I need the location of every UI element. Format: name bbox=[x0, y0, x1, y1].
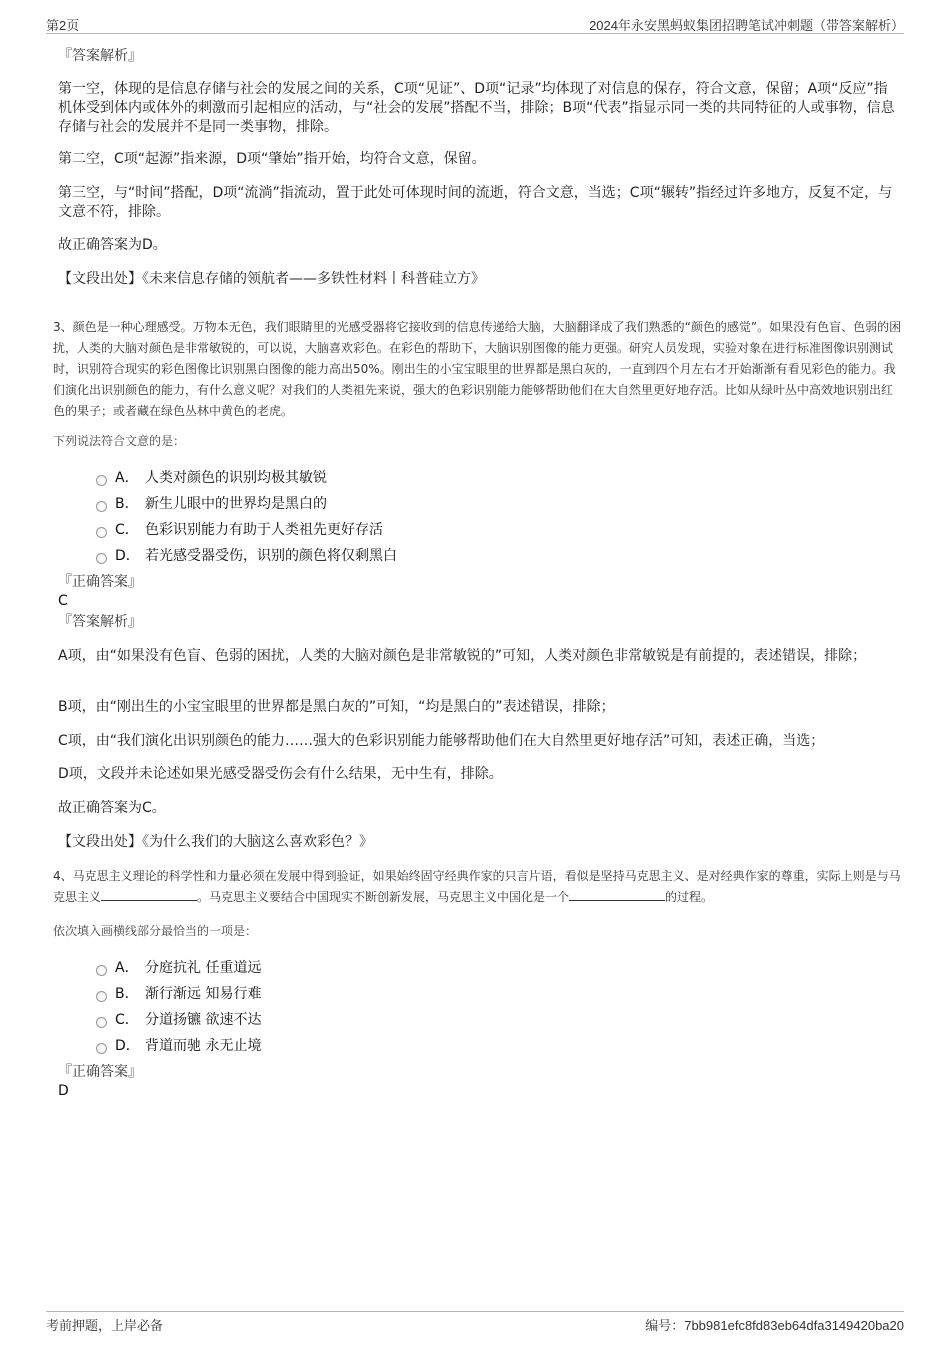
q3-option-d[interactable] bbox=[96, 542, 397, 568]
option-text: 分庭抗礼 任重道远 bbox=[145, 960, 262, 976]
footer-slogan: 考前押题，上岸必备 bbox=[46, 1318, 164, 1333]
q4-blank-1 bbox=[101, 889, 197, 901]
radio-icon[interactable] bbox=[96, 475, 107, 486]
option-letter: D． bbox=[115, 548, 140, 564]
q4-options bbox=[96, 954, 261, 1058]
q4-stem-part3: 的过程。 bbox=[665, 890, 714, 904]
q3-option-c[interactable] bbox=[96, 516, 397, 542]
option-letter: B． bbox=[115, 986, 139, 1002]
page-footer bbox=[46, 1311, 904, 1335]
option-text: 新生儿眼中的世界均是黑白的 bbox=[145, 496, 327, 512]
radio-icon[interactable] bbox=[96, 501, 107, 512]
radio-icon[interactable] bbox=[96, 991, 107, 1002]
q3-analysis-a: A项，由“如果没有色盲、色弱的困扰，人类的大脑对颜色是非常敏锐的”可知，人类对颜色非常敏锐是有前提的，表述错误，排除； bbox=[58, 648, 867, 664]
radio-icon[interactable] bbox=[96, 553, 107, 564]
radio-icon[interactable] bbox=[96, 1017, 107, 1028]
q4-blank-2 bbox=[569, 889, 665, 901]
q3-analysis-b: B项，由“刚出生的小宝宝眼里的世界都是黑白灰的”可知，“均是黑白的”表述错误，排除； bbox=[58, 699, 615, 715]
option-text: 背道而驰 永无止境 bbox=[145, 1038, 262, 1054]
radio-icon[interactable] bbox=[96, 1043, 107, 1054]
page-number: 第2页 bbox=[46, 18, 80, 33]
q4-option-b[interactable] bbox=[96, 980, 261, 1006]
option-letter: B． bbox=[115, 496, 139, 512]
radio-icon[interactable] bbox=[96, 527, 107, 538]
option-text: 渐行渐远 知易行难 bbox=[145, 986, 262, 1002]
q3-prompt: 下列说法符合文意的是： bbox=[53, 434, 186, 448]
q3-correct-answer: C bbox=[58, 593, 68, 609]
q4-stem bbox=[53, 866, 903, 908]
page-header bbox=[46, 12, 904, 34]
document-title: 2024年永安黑蚂蚁集团招聘笔试冲刺题（带答案解析） bbox=[589, 18, 904, 33]
q2-analysis-para-2: 第二空，C项“起源”指来源，D项“肇始”指开始，均符合文意，保留。 bbox=[58, 151, 486, 167]
q2-conclusion: 故正确答案为D。 bbox=[58, 237, 167, 253]
q4-correct-label: 『正确答案』 bbox=[58, 1064, 142, 1080]
q4-correct-answer: D bbox=[58, 1083, 69, 1099]
option-text: 分道扬镳 欲速不达 bbox=[145, 1012, 262, 1028]
option-text: 若光感受器受伤，识别的颜色将仅剩黑白 bbox=[145, 548, 397, 564]
option-letter: C． bbox=[115, 522, 139, 538]
q4-stem-part1: 4、马克思主义理论的科学性和力量必须在发展中得到验证，如果始终固守经典作家的只言片语，看似是坚持马克思主义、是对经典作家的尊重，实际上则是与马克思主义 bbox=[53, 869, 901, 904]
q3-analysis-label: 『答案解析』 bbox=[58, 614, 142, 630]
q4-option-d[interactable] bbox=[96, 1032, 261, 1058]
q3-options bbox=[96, 464, 397, 568]
footer-serial: 编号：7bb981efc8fd83eb64dfa3149420ba20 bbox=[645, 1318, 904, 1333]
q3-option-b[interactable] bbox=[96, 490, 397, 516]
q4-option-a[interactable] bbox=[96, 954, 261, 980]
q3-analysis-d: D项，文段并未论述如果光感受器受伤会有什么结果，无中生有，排除。 bbox=[58, 766, 503, 782]
option-letter: D． bbox=[115, 1038, 140, 1054]
q2-analysis-para-1: 第一空，体现的是信息存储与社会的发展之间的关系，C项“见证”、D项“记录”均体现了对信息的保存，符合文意，保留；A项“反应”指机体受到体内或体外的刺激而引起相应的活动，与“社会的发展”搭配不当，排除；B项“代表”指显示同一类的共同特征的人或事物，信息存储与社会的发展并不是同一类事物，排除。 bbox=[58, 81, 895, 135]
option-letter: A． bbox=[115, 470, 139, 486]
radio-icon[interactable] bbox=[96, 965, 107, 976]
q4-prompt: 依次填入画横线部分最恰当的一项是： bbox=[53, 924, 258, 938]
option-text: 色彩识别能力有助于人类祖先更好存活 bbox=[145, 522, 383, 538]
q2-analysis-para-3: 第三空，与“时间”搭配，D项“流淌”指流动，置于此处可体现时间的流逝，符合文意，当选；C项“辗转”指经过许多地方，反复不定，与文意不符，排除。 bbox=[58, 185, 893, 220]
q2-analysis-label: 『答案解析』 bbox=[58, 48, 142, 64]
q3-stem: 3、颜色是一种心理感受。万物本无色，我们眼睛里的光感受器将它接收到的信息传递给大脑，大脑翻译成了我们熟悉的“颜色的感觉”。如果没有色盲、色弱的困扰，人类的大脑对颜色是非常敏锐的，可以说，大脑喜欢彩色。在彩色的帮助下，大脑识别图像的能力更强。研究人员发现，实验对象在进行标准图像识别测试时，识别符合现实的彩色图像比识别黑白图像的能力高出50%。刚出生的小宝宝眼里的世界都是黑白灰的，一直到四个月左右才开始渐渐有看见彩色的能力。我们演化出识别颜色的能力，有什么意义呢？对我们的人类祖先来说，强大的色彩识别能力能够帮助他们在大自然里更好地存活。比如从绿叶丛中高效地识别出红色的果子；或者藏在绿色丛林中黄色的老虎。 bbox=[53, 320, 902, 418]
q3-analysis-c: C项，由“我们演化出识别颜色的能力……强大的色彩识别能力能够帮助他们在大自然里更好地存活”可知，表述正确，当选； bbox=[58, 733, 825, 749]
option-text: 人类对颜色的识别均极其敏锐 bbox=[145, 470, 327, 486]
q2-source: 【文段出处】《未来信息存储的领航者——多铁性材料丨科普硅立方》 bbox=[58, 271, 485, 287]
q3-source: 【文段出处】《为什么我们的大脑这么喜欢彩色？》 bbox=[58, 834, 373, 850]
q3-correct-label: 『正确答案』 bbox=[58, 574, 142, 590]
q3-option-a[interactable] bbox=[96, 464, 397, 490]
option-letter: C． bbox=[115, 1012, 139, 1028]
q3-conclusion: 故正确答案为C。 bbox=[58, 800, 166, 816]
option-letter: A． bbox=[115, 960, 139, 976]
q4-stem-part2: 。马克思主义要结合中国现实不断创新发展，马克思主义中国化是一个 bbox=[197, 890, 570, 904]
q4-option-c[interactable] bbox=[96, 1006, 261, 1032]
